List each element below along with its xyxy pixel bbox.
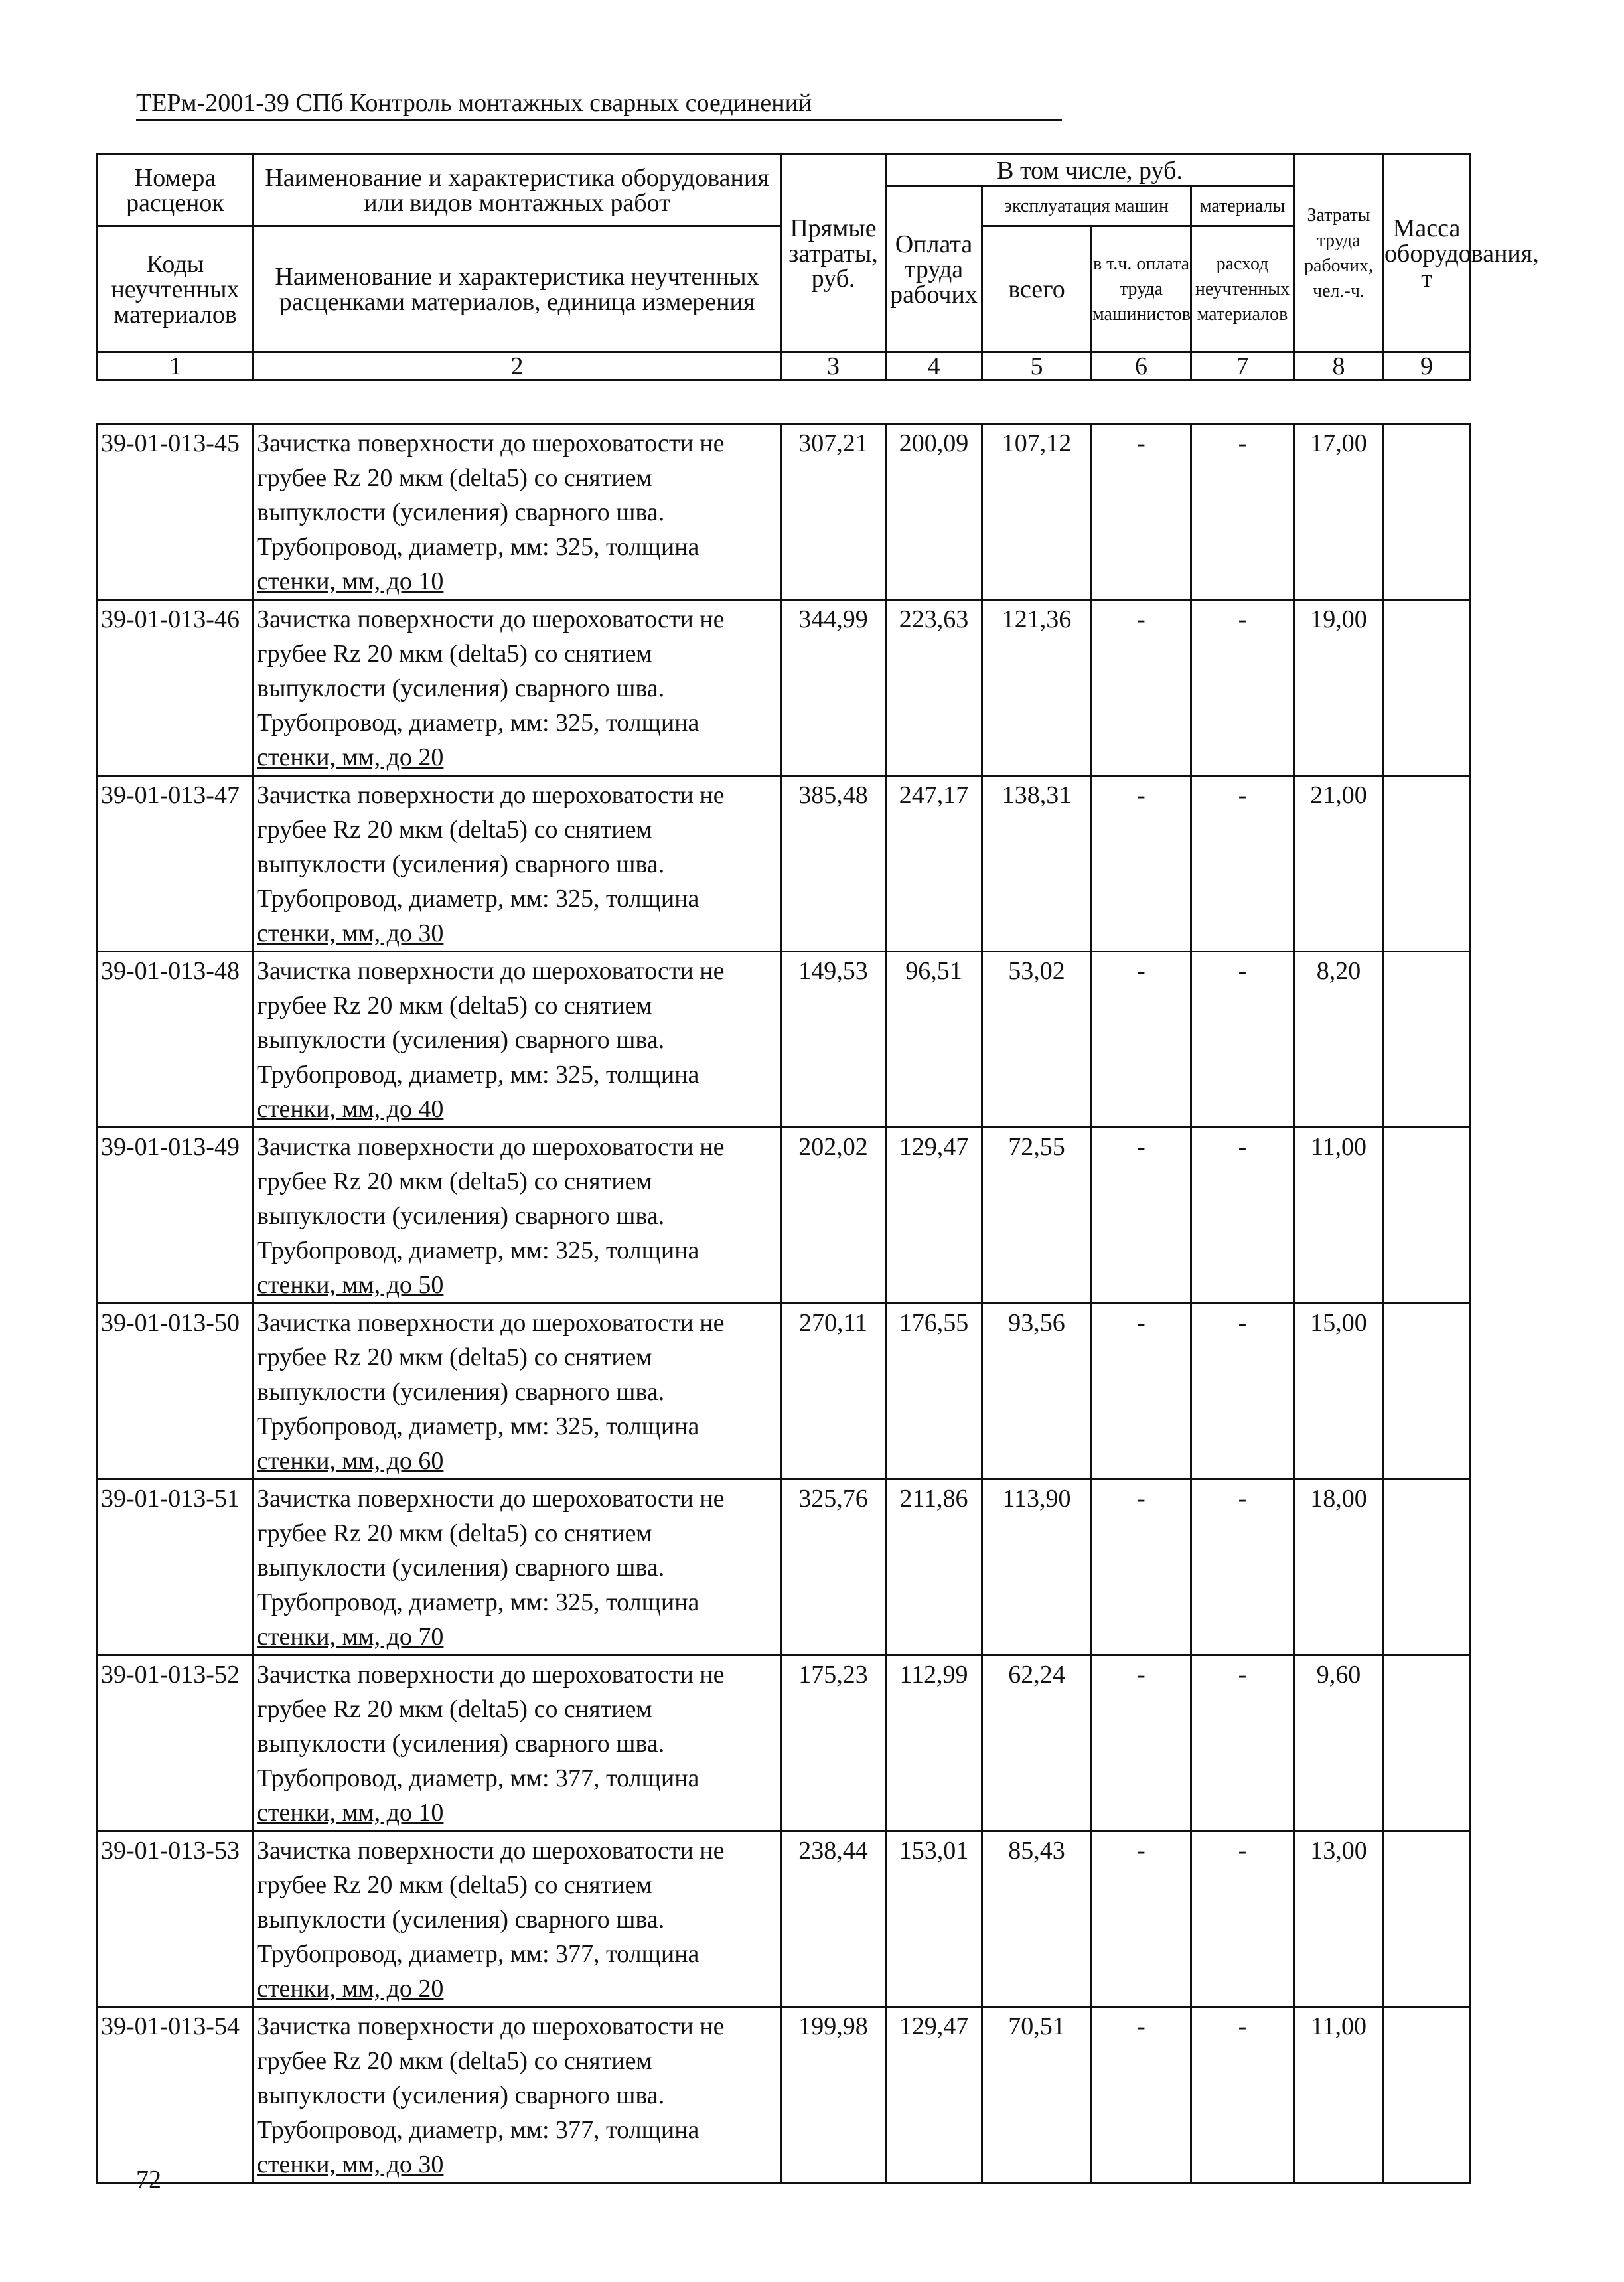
rates-table: [96, 423, 1471, 2184]
description-tail: стенки, мм, до 70: [257, 1623, 444, 1651]
rate-code: 39-01-013-47: [98, 776, 254, 952]
direct-costs-cell: 175,23: [781, 1655, 886, 1831]
machinist-pay-cell: -: [1092, 952, 1191, 1128]
direct-costs-cell: 238,44: [781, 1831, 886, 2007]
direct-costs-cell: 202,02: [781, 1128, 886, 1304]
materials-cell: -: [1191, 1480, 1294, 1655]
mass-cell: [1384, 1128, 1470, 1304]
machinist-pay-cell: -: [1092, 2007, 1191, 2183]
description-tail: стенки, мм, до 40: [257, 1095, 444, 1123]
page-number: 72: [136, 2166, 161, 2194]
description-text: Зачистка поверхности до шероховатости не грубее Rz 20 мкм (delta5) со снятием выпуклости (усиления) сварного шва. Трубопровод, диаметр, мм: 325, толщина: [257, 957, 725, 1089]
table-row: [98, 1304, 1470, 1480]
description-text: Зачистка поверхности до шероховатости не грубее Rz 20 мкм (delta5) со снятием выпуклости (усиления) сварного шва. Трубопровод, диаметр, мм: 325, толщина: [257, 1133, 725, 1264]
direct-costs-cell: 307,21: [781, 424, 886, 600]
description-text: Зачистка поверхности до шероховатости не грубее Rz 20 мкм (delta5) со снятием выпуклости (усиления) сварного шва. Трубопровод, диаметр, мм: 377, толщина: [257, 1837, 725, 1968]
materials-cell: -: [1191, 1304, 1294, 1480]
rate-code: 39-01-013-49: [98, 1128, 254, 1304]
description-tail: стенки, мм, до 20: [257, 743, 444, 771]
machines-cell: 113,90: [982, 1480, 1092, 1655]
col-number: 2: [254, 352, 781, 380]
rate-code: 39-01-013-54: [98, 2007, 254, 2183]
machinist-pay-cell: -: [1092, 1128, 1191, 1304]
labor-hours-cell: 19,00: [1294, 600, 1384, 776]
machinist-pay-cell: -: [1092, 1304, 1191, 1480]
labor-pay-cell: 223,63: [886, 600, 982, 776]
rate-code: 39-01-013-48: [98, 952, 254, 1128]
labor-hours-cell: 15,00: [1294, 1304, 1384, 1480]
header-machinist-pay: в т.ч. оплата труда машинистов: [1092, 226, 1191, 352]
mass-cell: [1384, 952, 1470, 1128]
machines-cell: 138,31: [982, 776, 1092, 952]
rate-description: [254, 1831, 781, 2007]
machinist-pay-cell: -: [1092, 600, 1191, 776]
labor-hours-cell: 18,00: [1294, 1480, 1384, 1655]
table-row: [98, 952, 1470, 1128]
labor-hours-cell: 8,20: [1294, 952, 1384, 1128]
description-text: Зачистка поверхности до шероховатости не грубее Rz 20 мкм (delta5) со снятием выпуклости (усиления) сварного шва. Трубопровод, диаметр, мм: 377, толщина: [257, 2013, 725, 2144]
header-name-top: Наименование и характеристика оборудования или видов монтажных работ: [254, 155, 781, 226]
mass-cell: [1384, 600, 1470, 776]
materials-cell: -: [1191, 776, 1294, 952]
mass-cell: [1384, 1831, 1470, 2007]
machines-cell: 62,24: [982, 1655, 1092, 1831]
description-text: Зачистка поверхности до шероховатости не грубее Rz 20 мкм (delta5) со снятием выпуклости (усиления) сварного шва. Трубопровод, диаметр, мм: 377, толщина: [257, 1661, 725, 1792]
machines-cell: 107,12: [982, 424, 1092, 600]
rate-description: [254, 1304, 781, 1480]
col-number: 7: [1191, 352, 1294, 380]
col-number: 1: [98, 352, 254, 380]
rate-code: 39-01-013-50: [98, 1304, 254, 1480]
header-codes-top: Номера расценок: [98, 155, 254, 226]
rate-code: 39-01-013-46: [98, 600, 254, 776]
header-labor-pay: Оплата труда рабочих: [886, 187, 982, 352]
rate-code: 39-01-013-52: [98, 1655, 254, 1831]
materials-cell: -: [1191, 1831, 1294, 2007]
description-tail: стенки, мм, до 20: [257, 1975, 444, 2003]
description-tail: стенки, мм, до 60: [257, 1447, 444, 1475]
labor-hours-cell: 13,00: [1294, 1831, 1384, 2007]
labor-hours-cell: 9,60: [1294, 1655, 1384, 1831]
table-row: [98, 424, 1470, 600]
labor-pay-cell: 200,09: [886, 424, 982, 600]
labor-pay-cell: 211,86: [886, 1480, 982, 1655]
direct-costs-cell: 325,76: [781, 1480, 886, 1655]
description-tail: стенки, мм, до 10: [257, 568, 444, 595]
table-row: [98, 1831, 1470, 2007]
materials-cell: -: [1191, 2007, 1294, 2183]
rate-description: [254, 600, 781, 776]
rate-code: 39-01-013-53: [98, 1831, 254, 2007]
materials-cell: -: [1191, 600, 1294, 776]
header-materials: материалы: [1191, 187, 1294, 226]
materials-cell: -: [1191, 952, 1294, 1128]
labor-pay-cell: 112,99: [886, 1655, 982, 1831]
mass-cell: [1384, 1655, 1470, 1831]
header-labor-hours: Затраты труда рабочих, чел.-ч.: [1294, 155, 1384, 352]
header-machines: эксплуатация машин: [982, 187, 1191, 226]
machines-cell: 70,51: [982, 2007, 1092, 2183]
machines-cell: 121,36: [982, 600, 1092, 776]
rate-description: [254, 776, 781, 952]
table-header: [96, 153, 1539, 381]
mass-cell: [1384, 1480, 1470, 1655]
col-number: 9: [1384, 352, 1470, 380]
header-mass: Масса оборудования, т: [1384, 155, 1470, 352]
materials-cell: -: [1191, 1655, 1294, 1831]
description-text: Зачистка поверхности до шероховатости не грубее Rz 20 мкм (delta5) со снятием выпуклости (усиления) сварного шва. Трубопровод, диаметр, мм: 325, толщина: [257, 605, 725, 737]
table-row: [98, 2007, 1470, 2183]
rate-description: [254, 1128, 781, 1304]
rate-description: [254, 1480, 781, 1655]
machinist-pay-cell: -: [1092, 1655, 1191, 1831]
description-text: Зачистка поверхности до шероховатости не грубее Rz 20 мкм (delta5) со снятием выпуклости (усиления) сварного шва. Трубопровод, диаметр, мм: 325, толщина: [257, 429, 725, 561]
labor-hours-cell: 11,00: [1294, 1128, 1384, 1304]
description-tail: стенки, мм, до 30: [257, 2151, 444, 2178]
col-number: 3: [781, 352, 886, 380]
rate-code: 39-01-013-51: [98, 1480, 254, 1655]
direct-costs-cell: 385,48: [781, 776, 886, 952]
header-direct-costs: Прямые затраты, руб.: [781, 155, 886, 352]
mass-cell: [1384, 1304, 1470, 1480]
rate-description: [254, 2007, 781, 2183]
machines-cell: 85,43: [982, 1831, 1092, 2007]
labor-hours-cell: 21,00: [1294, 776, 1384, 952]
mass-cell: [1384, 2007, 1470, 2183]
description-tail: стенки, мм, до 30: [257, 919, 444, 947]
labor-pay-cell: 153,01: [886, 1831, 982, 2007]
machinist-pay-cell: -: [1092, 424, 1191, 600]
labor-pay-cell: 129,47: [886, 1128, 982, 1304]
labor-pay-cell: 176,55: [886, 1304, 982, 1480]
col-number: 4: [886, 352, 982, 380]
header-including: В том числе, руб.: [886, 155, 1294, 187]
labor-hours-cell: 17,00: [1294, 424, 1384, 600]
labor-pay-cell: 129,47: [886, 2007, 982, 2183]
labor-pay-cell: 247,17: [886, 776, 982, 952]
description-tail: стенки, мм, до 10: [257, 1799, 444, 1827]
direct-costs-cell: 149,53: [781, 952, 886, 1128]
table-row: [98, 600, 1470, 776]
col-number: 6: [1092, 352, 1191, 380]
materials-cell: -: [1191, 424, 1294, 600]
header-name-bottom: Наименование и характеристика неучтенных расценками материалов, единица измерения: [254, 226, 781, 352]
description-text: Зачистка поверхности до шероховатости не грубее Rz 20 мкм (delta5) со снятием выпуклости (усиления) сварного шва. Трубопровод, диаметр, мм: 325, толщина: [257, 781, 725, 913]
table-row: [98, 776, 1470, 952]
header-machines-total: всего: [982, 226, 1092, 352]
document-title: ТЕРм-2001-39 СПб Контроль монтажных сварных соединений: [136, 88, 1062, 121]
header-material-use: расход неучтенных материалов: [1191, 226, 1294, 352]
rate-description: [254, 952, 781, 1128]
direct-costs-cell: 199,98: [781, 2007, 886, 2183]
rate-code: 39-01-013-45: [98, 424, 254, 600]
description-tail: стенки, мм, до 50: [257, 1271, 444, 1299]
machinist-pay-cell: -: [1092, 1480, 1191, 1655]
description-text: Зачистка поверхности до шероховатости не грубее Rz 20 мкм (delta5) со снятием выпуклости (усиления) сварного шва. Трубопровод, диаметр, мм: 325, толщина: [257, 1485, 725, 1616]
direct-costs-cell: 270,11: [781, 1304, 886, 1480]
table-row: [98, 1128, 1470, 1304]
rate-description: [254, 424, 781, 600]
machinist-pay-cell: -: [1092, 776, 1191, 952]
header-codes-bottom: Коды неучтенных материалов: [98, 226, 254, 352]
mass-cell: [1384, 424, 1470, 600]
labor-pay-cell: 96,51: [886, 952, 982, 1128]
machines-cell: 53,02: [982, 952, 1092, 1128]
table-row: [98, 1480, 1470, 1655]
machines-cell: 72,55: [982, 1128, 1092, 1304]
materials-cell: -: [1191, 1128, 1294, 1304]
table-row: [98, 1655, 1470, 1831]
mass-cell: [1384, 776, 1470, 952]
machines-cell: 93,56: [982, 1304, 1092, 1480]
direct-costs-cell: 344,99: [781, 600, 886, 776]
rate-description: [254, 1655, 781, 1831]
machinist-pay-cell: -: [1092, 1831, 1191, 2007]
col-number: 5: [982, 352, 1092, 380]
labor-hours-cell: 11,00: [1294, 2007, 1384, 2183]
col-number: 8: [1294, 352, 1384, 380]
description-text: Зачистка поверхности до шероховатости не грубее Rz 20 мкм (delta5) со снятием выпуклости (усиления) сварного шва. Трубопровод, диаметр, мм: 325, толщина: [257, 1309, 725, 1440]
